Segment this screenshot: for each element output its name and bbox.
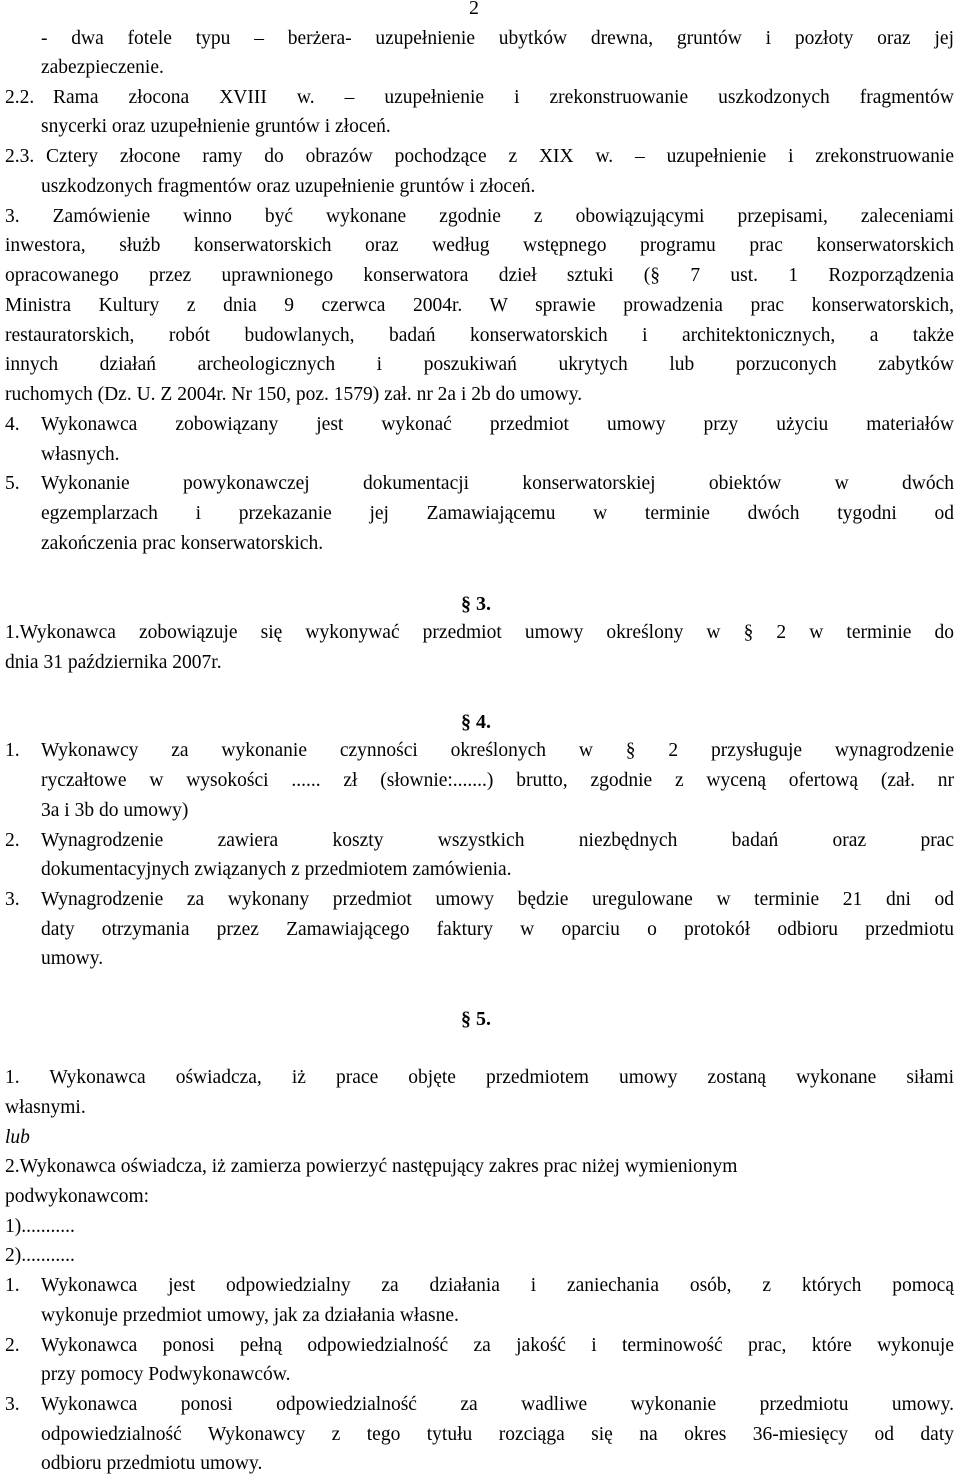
text-line: 2)........... [5,1245,75,1266]
section-heading: § 4. [461,711,491,733]
text-line: dnia 31 października 2007r. [5,652,222,673]
text-line: Wykonawca zobowiązany jest wykonać przedmiot umowy przy użyciu materiałów [41,414,954,435]
text-line: 1)........... [5,1216,75,1237]
text-line: własnych. [41,444,120,465]
text-line: ryczałtowe w wysokości ...... zł (słownie:.......) brutto, zgodnie z wyceną ofertową (zał. nr [41,770,954,791]
list-number: 3. [5,889,20,910]
text-line: Wykonawca ponosi pełną odpowiedzialność za jakość i terminowość prac, które wykonuje [41,1335,954,1356]
text-line: zabezpieczenie. [41,57,164,78]
text-line: Wykonawcy za wykonanie czynności określonych w § 2 przysługuje wynagrodzenie [41,740,954,761]
text-line: Rama złocona XVIII w. – uzupełnienie i zrekonstruowanie uszkodzonych fragmentów [53,87,954,108]
text-line: podwykonawcom: [5,1186,150,1207]
text-line: lub [5,1127,30,1148]
text-line: daty otrzymania przez Zamawiającego faktury w oparciu o protokół odbioru przedmiotu [41,919,954,940]
text-line: Wynagrodzenie za wykonany przedmiot umowy będzie uregulowane w terminie 21 dni od [41,889,954,910]
text-line: 1.Wykonawca zobowiązuje się wykonywać przedmiot umowy określony w § 2 w terminie do [5,622,954,643]
section-heading: § 3. [461,593,491,615]
list-number: 1. [5,740,20,761]
text-line: odbioru przedmiotu umowy. [41,1453,263,1474]
text-line: restauratorskich, robót budowlanych, badań konserwatorskich i architektonicznych, a także [5,325,954,346]
list-number: 2. [5,830,20,851]
text-line: Ministra Kultury z dnia 9 czerwca 2004r. W sprawie prowadzenia prac konserwatorskich, [5,295,954,316]
text-line: umowy. [41,948,104,969]
text-line: ruchomych (Dz. U. Z 2004r. Nr 150, poz. 1579) zał. nr 2a i 2b do umowy. [5,384,583,405]
text-line: 2.Wykonawca oświadcza, iż zamierza powierzyć następujący zakres prac niżej wymienionym [5,1156,738,1177]
text-line: własnymi. [5,1097,86,1118]
text-line: inwestora, służb konserwatorskich oraz według wstępnego programu prac konserwatorskich [5,235,954,256]
text-line: 3. Zamówienie winno być wykonane zgodnie z obowiązującymi przepisami, zaleceniami [5,206,954,227]
text-line: opracowanego przez uprawnionego konserwatora dzieł sztuki (§ 7 ust. 1 Rozporządzenia [5,265,954,286]
text-line: snycerki oraz uzupełnienie gruntów i złoceń. [41,116,391,137]
text-line: Wykonanie powykonawczej dokumentacji konserwatorskiej obiektów w dwóch [41,473,954,494]
page-number: 2 [469,0,479,19]
text-line: wykonuje przedmiot umowy, jak za działania własne. [41,1305,459,1326]
text-line: zakończenia prac konserwatorskich. [41,533,324,554]
list-number: 2. [5,1335,20,1356]
text-line: dokumentacyjnych związanych z przedmiotem zamówienia. [41,859,512,880]
text-line: odpowiedzialność Wykonawcy z tego tytułu rozciąga się na okres 36-miesięcy od daty [41,1424,954,1445]
text-line: Cztery złocone ramy do obrazów pochodzące z XIX w. – uzupełnienie i zrekonstruowanie [46,146,954,167]
list-number: 2.2. [5,87,35,108]
list-number: 4. [5,414,20,435]
text-line: Wykonawca jest odpowiedzialny za działania i zaniechania osób, z których pomocą [41,1275,954,1296]
text-line: 1. Wykonawca oświadcza, iż prace objęte przedmiotem umowy zostaną wykonane siłami [5,1067,954,1088]
list-number: 1. [5,1275,20,1296]
text-line: Wynagrodzenie zawiera koszty wszystkich niezbędnych badań oraz prac [41,830,954,851]
list-number: 5. [5,473,20,494]
section-heading: § 5. [461,1008,491,1030]
text-line: Wykonawca ponosi odpowiedzialność za wadliwe wykonanie przedmiotu umowy. [41,1394,954,1415]
text-line: - dwa fotele typu – berżera- uzupełnienie ubytków drewna, gruntów i pozłoty oraz jej [41,28,954,49]
text-line: egzemplarzach i przekazanie jej Zamawiającemu w terminie dwóch tygodni od [41,503,954,524]
list-number: 3. [5,1394,20,1415]
text-line: uszkodzonych fragmentów oraz uzupełnienie gruntów i złoceń. [41,176,536,197]
list-number: 2.3. [5,146,35,167]
text-line: 3a i 3b do umowy) [41,800,189,821]
text-line: przy pomocy Podwykonawców. [41,1364,291,1385]
text-line: innych działań archeologicznych i poszukiwań ukrytych lub porzuconych zabytków [5,354,954,375]
